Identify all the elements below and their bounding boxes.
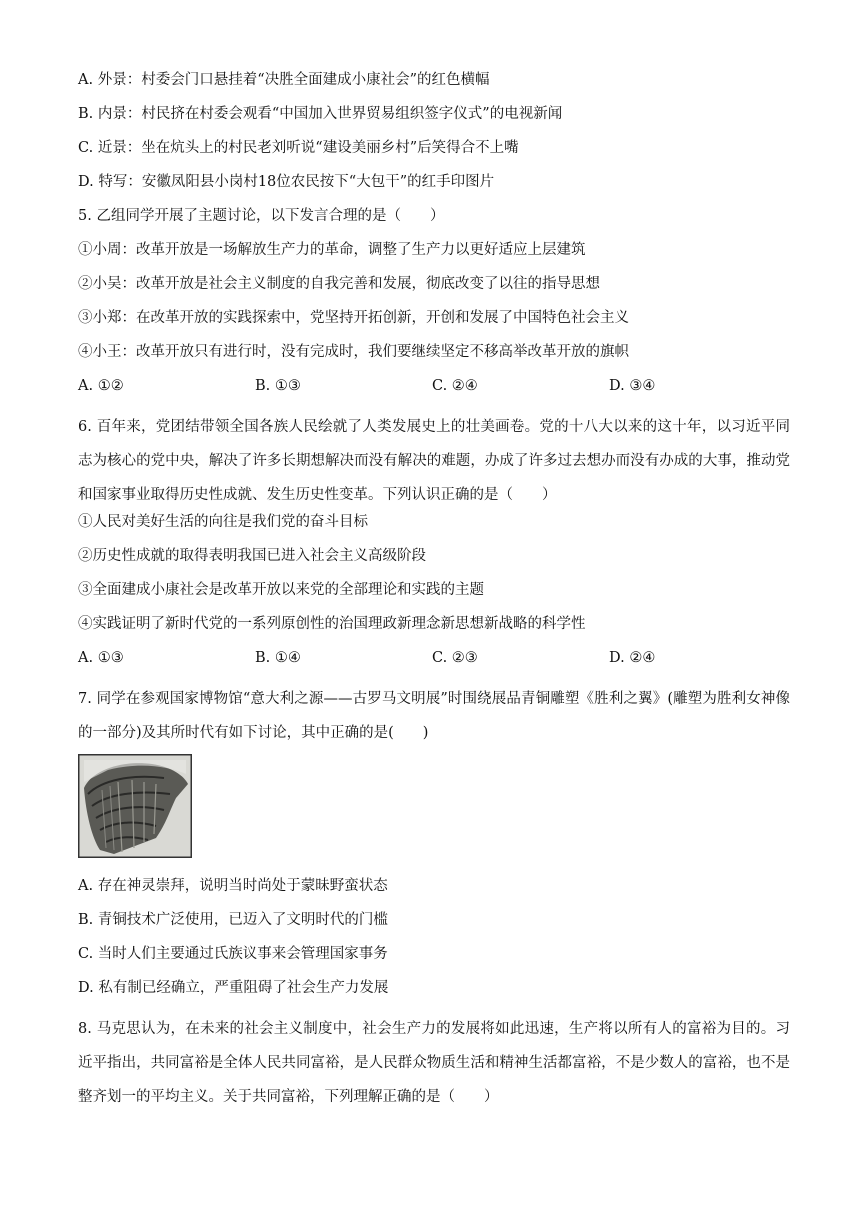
q6-choice-d: D. ②④: [609, 650, 656, 666]
q6-choice-c: C. ②③: [432, 650, 478, 666]
q5-choice-a: A. ①②: [78, 378, 124, 394]
q4-option-d: D. 特写：安徽凤阳县小岗村18位农民按下“大包干”的红手印图片: [78, 174, 495, 190]
q5-choice-d: D. ③④: [609, 378, 656, 394]
q4-option-b: B. 内景：村民挤在村委会观看“中国加入世界贸易组织签字仪式”的电视新闻: [78, 106, 563, 122]
q5-statement-4: ④小王：改革开放只有进行时，没有完成时，我们要继续坚定不移高举改革开放的旗帜: [78, 344, 629, 360]
q4-option-a: A. 外景：村委会门口悬挂着“决胜全面建成小康社会”的红色横幅: [78, 72, 490, 88]
q7-option-b: B. 青铜技术广泛使用，已迈入了文明时代的门槛: [78, 912, 388, 928]
q6-choices: [78, 648, 790, 682]
q5-stem: 5. 乙组同学开展了主题讨论，以下发言合理的是（ ）: [78, 208, 445, 224]
q6-stem: 6. 百年来，党团结带领全国各族人民绘就了人类发展史上的壮美画卷。党的十八大以来的这十年，以习近平同志为核心的党中央，解决了许多长期想解决而没有解决的难题，办成了许多过去想办而没有办成的大事，推动党和国家事业取得历史性成就、发生历史性变革。下列认识正确的是（ ）: [78, 419, 790, 503]
q4-option-c: C. 近景：坐在炕头上的村民老刘听说“建设美丽乡村”后笑得合不上嘴: [78, 140, 519, 156]
q5-statement-3: ③小郑：在改革开放的实践探索中，党坚持开拓创新，开创和发展了中国特色社会主义: [78, 310, 629, 326]
q7-stem: 7. 同学在参观国家博物馆“意大利之源——古罗马文明展”时围绕展品青铜雕塑《胜利之翼》(雕塑为胜利女神像的一部分)及其所时代有如下讨论，其中正确的是( ): [78, 691, 790, 741]
q6-statement-4: ④实践证明了新时代党的一系列原创性的治国理政新理念新思想新战略的科学性: [78, 616, 586, 632]
q6-statement-3: ③全面建成小康社会是改革开放以来党的全部理论和实践的主题: [78, 582, 484, 598]
q5-statement-1: ①小周：改革开放是一场解放生产力的革命，调整了生产力以更好适应上层建筑: [78, 242, 586, 258]
q5-choice-b: B. ①③: [255, 378, 301, 394]
q6-statement-1: ①人民对美好生活的向往是我们党的奋斗目标: [78, 514, 368, 530]
bronze-wing-sculpture-image: [78, 754, 192, 858]
q7-option-d: D. 私有制已经确立，严重阻碍了社会生产力发展: [78, 980, 389, 996]
q6-statement-2: ②历史性成就的取得表明我国已进入社会主义高级阶段: [78, 548, 426, 564]
q7-option-a: A. 存在神灵崇拜，说明当时尚处于蒙昧野蛮状态: [78, 878, 388, 894]
q5-statement-2: ②小吴：改革开放是社会主义制度的自我完善和发展，彻底改变了以往的指导思想: [78, 276, 600, 292]
q7-option-c: C. 当时人们主要通过氏族议事来会管理国家事务: [78, 946, 388, 962]
q5-choice-c: C. ②④: [432, 378, 478, 394]
q6-choice-b: B. ①④: [255, 650, 301, 666]
q8-stem: 8. 马克思认为，在未来的社会主义制度中，社会生产力的发展将如此迅速，生产将以所有人的富裕为目的。习近平指出，共同富裕是全体人民共同富裕，是人民群众物质生活和精神生活都富裕，不是少数人的富裕，也不是整齐划一的平均主义。关于共同富裕，下列理解正确的是（ ）: [78, 1021, 790, 1105]
q5-choices: [78, 376, 790, 410]
q6-choice-a: A. ①③: [78, 650, 124, 666]
exam-page: [78, 70, 790, 1114]
